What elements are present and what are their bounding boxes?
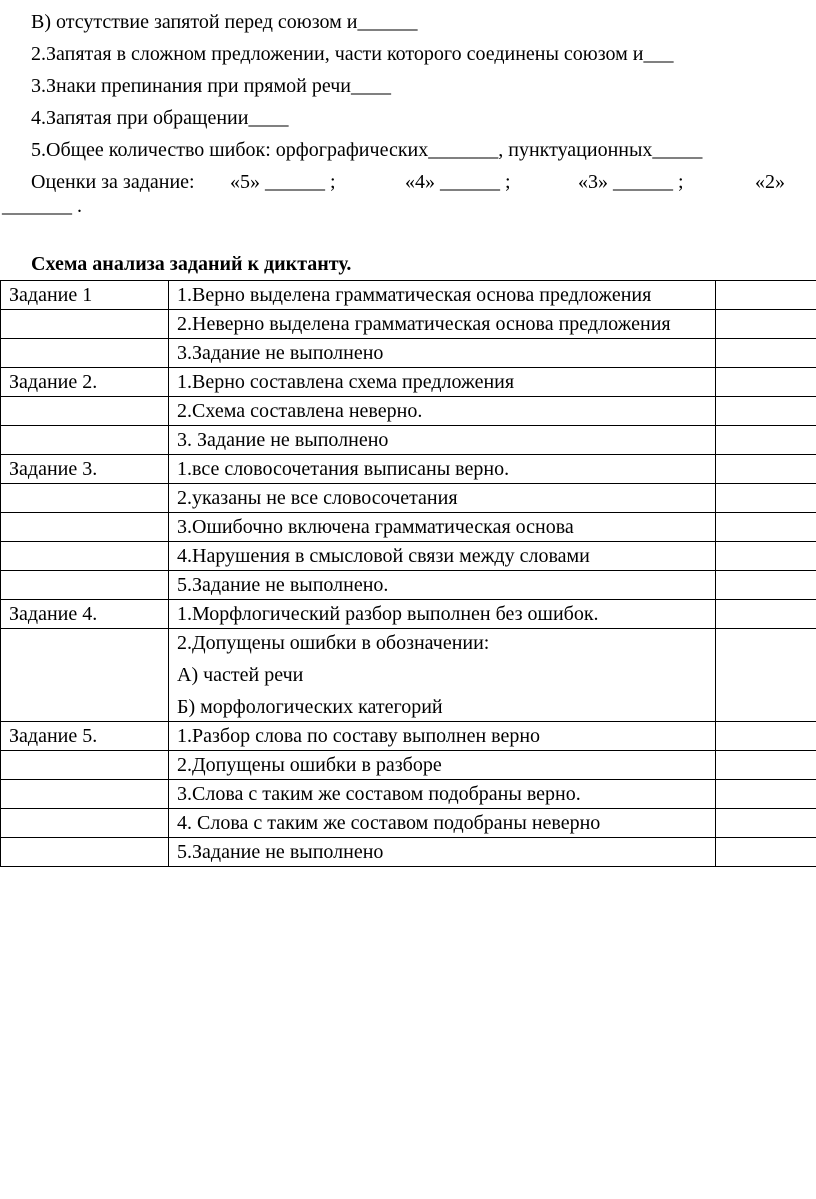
task-cell [1,310,169,339]
score-cell [716,397,816,426]
criterion-cell [169,368,716,397]
score-cell [716,310,816,339]
task-cell: Задание 5. [1,722,169,751]
criterion-cell [169,455,716,484]
analysis-table [0,280,816,867]
task-cell: Задание 1 [1,281,169,310]
criterion-text: 5.Задание не выполнено [177,841,384,863]
criterion-text: 3.Задание не выполнено [177,342,384,364]
criterion-text: 1.Разбор слова по составу выполнен верно [177,725,541,747]
intro-line: В) отсутствие запятой перед союзом и______ [31,11,418,33]
score-cell [716,281,816,310]
criterion-text: 4. Слова с таким же составом подобраны неверно [177,812,601,834]
intro-line: 3.Знаки препинания при прямой речи____ [31,75,391,97]
score-cell [716,542,816,571]
task-cell [1,426,169,455]
intro-line: 2.Запятая в сложном предложении, части которого соединены союзом и___ [31,43,674,65]
criterion-text: 2.указаны не все словосочетания [177,487,458,509]
criterion-cell [169,310,716,339]
criterion-text: 3. Задание не выполнено [177,429,389,451]
criterion-text: 3.Слова с таким же составом подобраны верно. [177,783,581,805]
score-cell [716,455,816,484]
task-cell: Задание 3. [1,455,169,484]
table-row [1,368,816,397]
table-row [1,281,816,310]
task-cell [1,571,169,600]
criterion-cell [169,751,716,780]
table-row [1,455,816,484]
task-cell [1,513,169,542]
table-row [1,571,816,600]
criterion-cell [169,426,716,455]
score-cell [716,571,816,600]
criterion-text: 1.Морфлогический разбор выполнен без ошибок. [177,603,599,625]
grade-4: «4» ______ ; [405,171,511,193]
criterion-cell [169,600,716,629]
criterion-text: 5.Задание не выполнено. [177,574,389,596]
criterion-subitem: Б) морфологических категорий [177,696,443,718]
task-cell [1,809,169,838]
table-row [1,600,816,629]
score-cell [716,339,816,368]
score-cell [716,600,816,629]
criterion-text: 3.Ошибочно включена грамматическая основа [177,516,574,538]
task-cell [1,339,169,368]
score-cell [716,513,816,542]
table-row [1,397,816,426]
score-cell [716,368,816,397]
section-heading: Схема анализа заданий к диктанту. [31,253,352,275]
score-cell [716,484,816,513]
criterion-text: 2.Допущены ошибки в разборе [177,754,442,776]
table-row [1,838,816,867]
criterion-cell [169,397,716,426]
grades-label: Оценки за задание: [31,171,195,193]
task-cell [1,780,169,809]
task-cell [1,838,169,867]
table-row [1,310,816,339]
criterion-cell [169,722,716,751]
task-cell [1,542,169,571]
task-cell [1,751,169,780]
table-row [1,542,816,571]
score-cell [716,838,816,867]
task-cell: Задание 4. [1,600,169,629]
table-row [1,513,816,542]
score-cell [716,629,816,722]
table-row [1,426,816,455]
grades-line [31,170,801,194]
score-cell [716,809,816,838]
task-cell [1,484,169,513]
score-cell [716,426,816,455]
table-row [1,809,816,838]
task-cell [1,397,169,426]
table-row [1,780,816,809]
criterion-text: 1.все словосочетания выписаны верно. [177,458,510,480]
criterion-cell [169,629,716,722]
table-row [1,339,816,368]
criterion-subitem: А) частей речи [177,664,304,686]
table-row [1,722,816,751]
criterion-cell [169,513,716,542]
criterion-text: 1.Верно выделена грамматическая основа предложения [177,284,652,306]
criterion-text: 2.Допущены ошибки в обозначении: [177,632,490,654]
criterion-cell [169,571,716,600]
intro-line: 5.Общее количество шибок: орфографических_______, пунктуационных_____ [31,139,703,161]
criterion-cell [169,484,716,513]
criterion-cell [169,281,716,310]
score-cell [716,722,816,751]
table-row [1,484,816,513]
criterion-cell [169,542,716,571]
criterion-cell [169,339,716,368]
table-row [1,751,816,780]
grades-tail: _______ . [2,195,82,217]
criterion-cell [169,780,716,809]
criterion-text: 4.Нарушения в смысловой связи между словами [177,545,590,567]
table-row [1,629,816,722]
criterion-text: 1.Верно составлена схема предложения [177,371,515,393]
grade-2: «2» [755,171,785,193]
grade-3: «3» ______ ; [578,171,684,193]
score-cell [716,780,816,809]
score-cell [716,751,816,780]
criterion-text: 2.Схема составлена неверно. [177,400,423,422]
intro-line: 4.Запятая при обращении____ [31,107,289,129]
task-cell [1,629,169,722]
task-cell: Задание 2. [1,368,169,397]
criterion-cell [169,809,716,838]
criterion-text: 2.Неверно выделена грамматическая основа предложения [177,313,671,335]
grade-5: «5» ______ ; [230,171,336,193]
criterion-cell [169,838,716,867]
